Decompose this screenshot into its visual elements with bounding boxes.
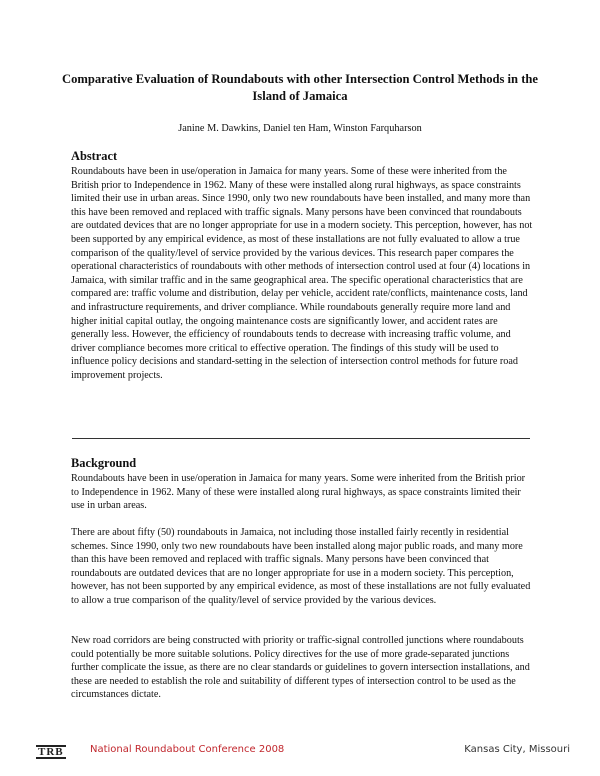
background-paragraph-1: Roundabouts have been in use/operation in Jamaica for many years. Some were inherited from the British prior to Independence in 1962. Many of these were installed along rural highways, as space constraints limited their use in urban areas.: [71, 473, 526, 512]
abstract-heading: Abstract: [71, 149, 118, 163]
background-paragraph-2: There are about fifty (50) roundabouts in Jamaica, not including those installed fairly recently in residential schemes. Since 1990, only two new roundabouts have been installed along major public roads, and many more than this have been removed and replaced with traffic signals. Many persons have been convinced that roundabouts are outdated devices that are no longer appropriate for use in a modern society. This perception, however, has not been supported by any empirical evidence, as most of these installations are not fully evaluated to allow a true comparison of the quality/level of service provided by the various devices.: [71, 527, 531, 606]
background-heading: Background: [71, 456, 137, 470]
abstract-text: Roundabouts have been in use/operation in Jamaica for many years. Some of these were inherited from the British prior to Independence in 1962. Many of these were installed along rural highways, as space constraints limited their use in urban areas. Since 1990, only two new roundabouts have been installed, and many more than this have been removed and replaced with traffic signals. Many persons have been convinced that roundabouts are outdated devices that are no longer appropriate for use in a modern society. This perception, however, has not been supported by any empirical evidence, as most of these installations are not fully evaluated to allow a true comparison of the quality/level of service provided by the various devices. This research paper compares the operational characteristics of roundabouts with other methods of intersection control used at four (4) locations in Jamaica, with similar traffic and in the same geographical area. The specific operational characteristics that are compared are: traffic volume and distribution, delay per vehicle, accident rate/conflicts, maintenance costs, land and infrastructure requirements, and driver compliance. While roundabouts generally require more land and higher initial capital outlay, the ongoing maintenance costs are significantly lower, and accident rates are generally less. However, the efficiency of roundabouts tends to decrease with increasing traffic volume, and driver compliance becomes more critical to effective operation. The findings of this study will be used to influence policy decisions and standard-setting in the selection of intersection control methods for future road improvement projects.: [71, 166, 533, 381]
author-list: Janine M. Dawkins, Daniel ten Ham, Winston Farquharson: [178, 123, 422, 134]
section-divider: [72, 438, 530, 439]
trb-logo: TRB: [38, 746, 64, 758]
conference-location: Kansas City, Missouri: [464, 744, 570, 755]
background-paragraph-3: New road corridors are being constructed with priority or traffic-signal controlled junctions where roundabouts could potentially be more suitable solutions. Policy directives for the use of more grade-separated junctions further complicate the issue, as there are no clear standards or guidelines to govern intersection installations, and these are needed to establish the role and suitability of different types of intersection control to be used as the circumstances dictate.: [71, 635, 530, 701]
conference-name: National Roundabout Conference 2008: [90, 744, 285, 755]
paper-title: Comparative Evaluation of Roundabouts with other Intersection Control Methods in the Island of Jamaica: [61, 72, 539, 103]
